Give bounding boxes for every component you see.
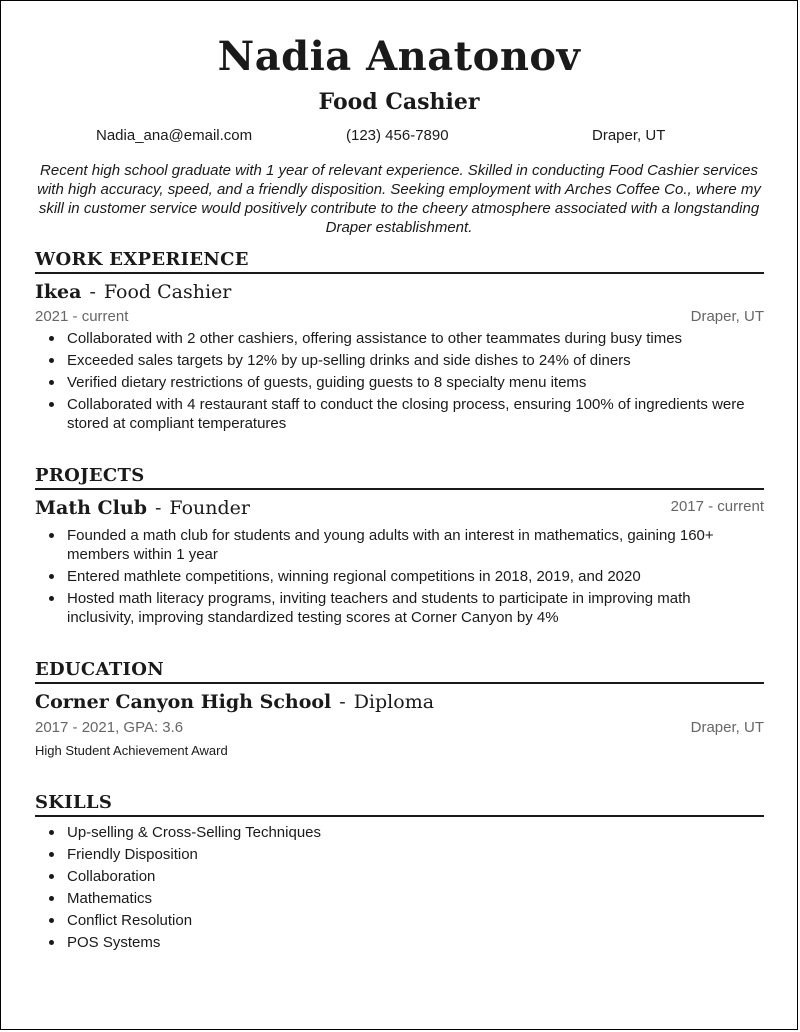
list-item: Collaboration — [35, 867, 757, 886]
candidate-name: Nadia Anatonov — [217, 33, 581, 80]
work-org: Ikea — [35, 281, 82, 303]
section-title-work: WORK EXPERIENCE — [35, 249, 249, 270]
skills-list — [35, 823, 757, 955]
section-title-projects: PROJECTS — [35, 465, 145, 486]
list-item: Exceeded sales targets by 12% by up-selling drinks and side dishes to 24% of diners — [35, 351, 757, 370]
contact-location: Draper, UT — [592, 127, 666, 144]
work-entry-heading — [35, 281, 231, 303]
contact-phone: (123) 456-7890 — [346, 127, 449, 144]
list-item: Up-selling & Cross-Selling Techniques — [35, 823, 757, 842]
school-name: Corner Canyon High School — [35, 691, 332, 713]
project-role: Founder — [169, 497, 250, 519]
list-item: Collaborated with 2 other cashiers, offering assistance to other teammates during busy times — [35, 329, 757, 348]
list-item: Entered mathlete competitions, winning regional competitions in 2018, 2019, and 2020 — [35, 567, 757, 586]
project-entry-heading — [35, 497, 250, 519]
education-separator: - — [339, 691, 346, 713]
work-separator: - — [89, 281, 96, 303]
list-item: Collaborated with 4 restaurant staff to conduct the closing process, ensuring 100% of ingredients were stored at compliant temperatures — [35, 395, 757, 433]
degree: Diploma — [353, 691, 435, 713]
project-bullets — [35, 526, 757, 630]
work-bullets — [35, 329, 757, 436]
list-item: POS Systems — [35, 933, 757, 952]
section-divider — [35, 272, 764, 274]
project-separator: - — [155, 497, 162, 519]
work-location: Draper, UT — [690, 308, 764, 325]
work-dates: 2021 - current — [35, 308, 129, 325]
contact-email: Nadia_ana@email.com — [96, 127, 253, 144]
section-title-education: EDUCATION — [35, 659, 164, 680]
list-item: Friendly Disposition — [35, 845, 757, 864]
summary-paragraph: Recent high school graduate with 1 year of relevant experience. Skilled in conducting Food Cashier services with high accuracy, speed, and a friendly disposition. Seeking employment with Arches Coffee Co., where my skill in customer service would positively contribute to the cheery atmosphere associated with a longstanding Draper establishment. — [37, 162, 761, 236]
section-divider — [35, 682, 764, 684]
education-location: Draper, UT — [690, 719, 764, 736]
education-entry-heading — [35, 691, 434, 713]
section-title-skills: SKILLS — [35, 792, 113, 813]
list-item: Founded a math club for students and young adults with an interest in mathematics, gaining 160+ members within 1 year — [35, 526, 757, 564]
section-divider — [35, 488, 764, 490]
project-dates: 2017 - current — [670, 498, 764, 515]
candidate-title: Food Cashier — [318, 89, 480, 115]
list-item: Hosted math literacy programs, inviting teachers and students to participate in improving math inclusivity, improving standardized testing scores at Corner Canyon by 4% — [35, 589, 757, 627]
work-role: Food Cashier — [103, 281, 232, 303]
section-divider — [35, 815, 764, 817]
list-item: Mathematics — [35, 889, 757, 908]
education-award: High Student Achievement Award — [35, 743, 228, 758]
list-item: Conflict Resolution — [35, 911, 757, 930]
list-item: Verified dietary restrictions of guests, guiding guests to 8 specialty menu items — [35, 373, 757, 392]
project-org: Math Club — [35, 497, 147, 519]
education-dates-gpa: 2017 - 2021, GPA: 3.6 — [35, 719, 184, 736]
